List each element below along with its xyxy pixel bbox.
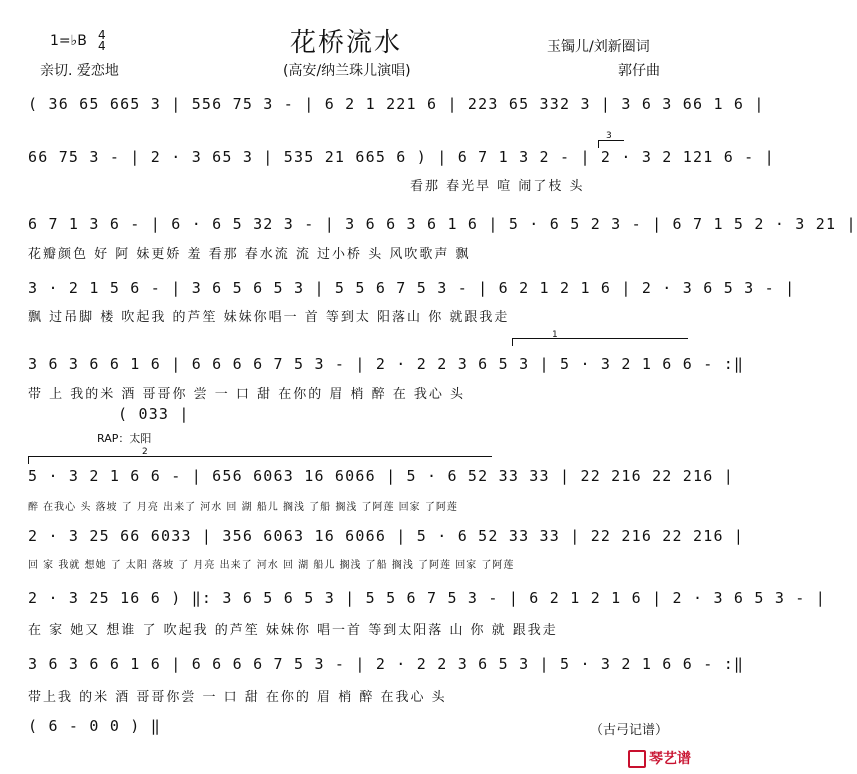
composer-credit: 郭仔曲 [618,63,660,79]
ending-notes: ( 6 - 0 0 ) ‖ [28,717,161,735]
score-system-3-lyrics: 花瓣颜色 好 阿 妹更娇 羞 看那 春水流 流 过小桥 头 风吹歌声 飘 [28,247,471,262]
score-system-8-lyrics: 在 家 她又 想谁 了 吹起我 的芦笙 妹妹你 唱一首 等到太阳落 山 你 就 跟我走 [28,623,558,638]
time-signature: 4 4 [98,28,106,53]
score-system-7-notes: 2 · 3 25 66 6033 | 356 6063 16 6066 | 5 · 6 52 33 33 | 22 216 22 216 | [28,527,745,545]
expression-mark: 亲切. 爱恋地 [40,63,119,79]
score-system-5-lyrics: 带 上 我的米 酒 哥哥你 尝 一 口 甜 在你的 眉 梢 醉 在 我心 头 [28,387,465,402]
score-system-6-lyrics: 醉 在我心 头 落坡 了 月亮 出来了 河水 回 湖 船儿 搁浅 了船 搁浅 了阿莲 回家 了阿莲 [28,502,458,513]
score-system-9-lyrics: 带上我 的米 酒 哥哥你尝 一 口 甜 在你的 眉 梢 醉 在我心 头 [28,690,447,705]
score-system-5-notes: 3 6 3 6 6 1 6 | 6 6 6 6 7 5 3 - | 2 · 2 2 3 6 5 3 | 5 · 3 2 1 6 6 - :‖ [28,355,745,373]
score-system-7-lyrics: 回 家 我就 想她 了 太阳 落坡 了 月亮 出来了 河水 回 湖 船儿 搁浅 了船 搁浅 了阿莲 回家 了阿莲 [28,560,515,571]
rap-intro-notes: ( 033 | [118,405,190,423]
score-system-6-notes: 5 · 3 2 1 6 6 - | 656 6063 16 6066 | 5 · 6 52 33 33 | 22 216 22 216 | [28,467,734,485]
score-system-4-lyrics: 飘 过吊脚 楼 吹起我 的芦笙 妹妹你唱一 首 等到太 阳落山 你 就跟我走 [28,310,510,325]
watermark-logo [628,748,691,768]
volta-1-label: 1 [552,330,558,340]
rap-label: RAP：太阳 [97,432,152,445]
score-system-8-notes: 2 · 3 25 16 6 ) ‖: 3 6 5 6 5 3 | 5 5 6 7 5 3 - | 6 2 1 2 1 6 | 2 · 3 6 5 3 - | [28,589,826,607]
volta-2-bracket [28,456,492,457]
volta-1-bracket [512,338,688,339]
score-system-3-notes: 6 7 1 3 6 - | 6 · 6 5 32 3 - | 3 6 6 3 6 1 6 | 5 · 6 5 2 3 - | 6 7 1 5 2 · 3 21 | [28,215,857,233]
key-signature: 1=♭B [50,33,87,49]
lyricist-credit: 玉镯儿/刘新圈词 [547,39,650,55]
score-system-9-notes: 3 6 3 6 6 1 6 | 6 6 6 6 7 5 3 - | 2 · 2 2 3 6 5 3 | 5 · 3 2 1 6 6 - :‖ [28,655,745,673]
triplet-label: 3 [606,131,612,141]
score-system-2-notes: 66 75 3 - | 2 · 3 65 3 | 535 21 665 6 ) | 6 7 1 3 2 - | 2 · 3 2 121 6 - | [28,148,775,166]
watermark-text: 琴艺谱 [649,751,691,767]
score-system-4-notes: 3 · 2 1 5 6 - | 3 6 5 6 5 3 | 5 5 6 7 5 3 - | 6 2 1 2 1 6 | 2 · 3 6 5 3 - | [28,279,796,297]
score-system-1-notes: ( 36 65 665 3 | 556 75 3 - | 6 2 1 221 6 | 223 65 332 3 | 3 6 3 66 1 6 | [28,95,765,113]
score-system-2-lyrics: 看那 春光早 喧 闹了枝 头 [410,179,585,194]
transcriber-credit: （古弓记谱） [590,723,669,738]
singer-credit: (高安/纳兰珠儿演唱) [283,63,411,79]
volta-2-label: 2 [142,447,148,457]
logo-icon [628,750,646,768]
song-title: 花桥流水 [290,28,403,58]
